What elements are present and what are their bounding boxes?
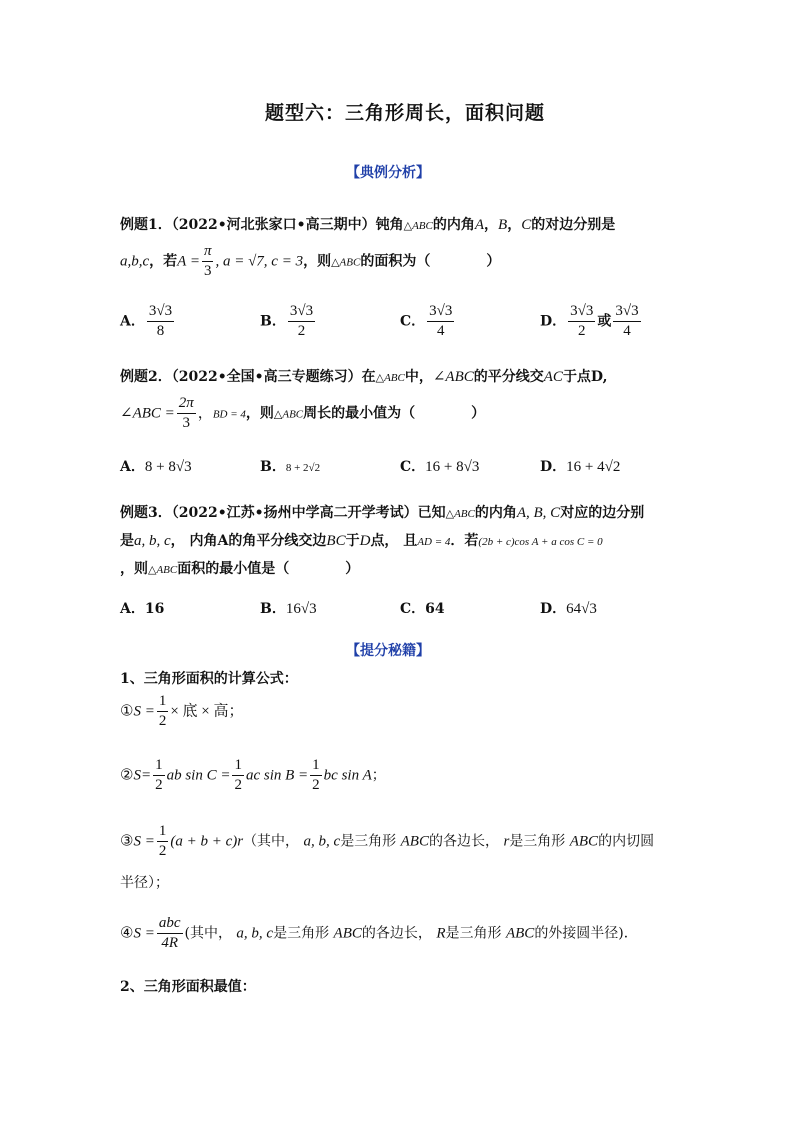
text: 的各边长，	[428, 833, 499, 850]
text: 周长的最小值为（ ）	[303, 405, 486, 422]
formula-3-line-2: 半径）；	[120, 875, 169, 891]
option-label: C．	[400, 459, 426, 475]
option-label: B．	[260, 313, 286, 330]
s-eq: S =	[133, 833, 155, 850]
fraction-2pi-3	[177, 396, 196, 431]
text: （其中，	[243, 833, 300, 850]
numerator: 3√3	[288, 304, 315, 322]
denominator: 2	[158, 713, 167, 729]
triangle-abc: ABC	[400, 833, 429, 850]
numerator: 1	[232, 758, 244, 776]
example-1-option-c[interactable]	[400, 304, 456, 339]
example-3-option-a[interactable]	[120, 598, 164, 618]
example-2-line-1	[120, 366, 607, 386]
triangle-abc: △ABC	[148, 564, 178, 576]
page-title: 题型六：三角形周长，面积问题	[265, 102, 546, 124]
denominator: 2	[578, 323, 586, 339]
option-value: 64√3	[566, 601, 597, 617]
denominator: 2	[312, 777, 320, 793]
section-heading-examples: 【典例分析】	[346, 165, 430, 181]
text: 对应的边分别	[560, 505, 645, 521]
text: ， 内角A的角平分线交边	[170, 533, 327, 549]
formula-3	[120, 824, 654, 859]
example-2-option-c[interactable]	[400, 456, 479, 476]
text: (其中，	[184, 925, 232, 942]
option-label: A．	[120, 313, 145, 330]
triangle-abc: △ABC	[375, 372, 405, 384]
s-eq: S=	[133, 767, 152, 784]
angle-abc: ∠ABC	[432, 369, 474, 385]
example-3-option-d[interactable]	[540, 598, 597, 618]
option-value: 16	[144, 601, 165, 617]
triangle-abc: △ABC	[445, 508, 475, 520]
text: 的内角	[474, 505, 517, 521]
var-abc: a, b, c	[134, 533, 171, 549]
fraction	[427, 304, 454, 339]
numerator: 1	[157, 694, 169, 712]
fraction-1-2	[310, 758, 322, 793]
numerator: 1	[310, 758, 322, 776]
denominator: 2	[158, 843, 167, 859]
ad-length: AD = 4	[417, 536, 451, 548]
formula-expr: (a + b + c)r	[170, 833, 244, 850]
option-label: D．	[540, 459, 567, 475]
triangle-abc: ABC	[569, 833, 599, 850]
triangle-abc: ABC	[333, 925, 362, 942]
example-2-option-d[interactable]	[540, 456, 620, 476]
formula-rest: × 底 × 高；	[170, 703, 244, 720]
option-label: C．	[400, 601, 426, 617]
text: 是	[120, 533, 134, 549]
text: 中，	[404, 369, 433, 385]
triangle-abc: △ABC	[331, 256, 361, 269]
denominator: 2	[234, 777, 242, 793]
side-bc: BC	[326, 533, 346, 549]
denominator: 4	[623, 323, 631, 339]
var-r: r	[503, 833, 510, 850]
triangle-abc: ABC	[505, 925, 535, 942]
option-label: D．	[540, 313, 567, 330]
text: ，若	[149, 253, 178, 270]
fraction	[568, 304, 595, 339]
var-a: A	[474, 217, 485, 233]
bd-length: BD = 4	[212, 408, 246, 421]
text: 的各边长，	[361, 925, 432, 942]
example-1-prefix: 例题1．（2022•河北张家口•高三期中）钝角	[120, 217, 404, 233]
option-value: 16√3	[285, 601, 317, 617]
term-1: ab sin C =	[166, 767, 231, 784]
text: ．若	[450, 533, 479, 549]
var-abc: a, b, c	[303, 833, 341, 850]
numerator: 3√3	[568, 304, 595, 322]
point-d: D	[359, 533, 371, 549]
formula-4	[120, 916, 638, 951]
section-heading-tips: 【提分秘籍】	[346, 643, 430, 659]
numerator: 3√3	[427, 304, 454, 322]
var-b: B	[498, 217, 508, 233]
circled-number: ②	[120, 765, 134, 784]
example-2-line-2: ∠ABC = $\frac{2\pi}{3}$ ，BD = 4，则△ABC周长的最小值为（ ）	[120, 395, 486, 431]
text: 是三角形	[340, 833, 397, 850]
option-value: 64	[425, 601, 445, 617]
example-2-option-b[interactable]	[260, 456, 320, 476]
text: 的对边分别是	[531, 217, 616, 233]
fraction-pi-3	[202, 244, 214, 279]
fraction-1-2	[157, 824, 169, 859]
var-c: C	[521, 217, 532, 233]
denominator: 4	[437, 323, 445, 339]
fraction-abc-4r	[157, 916, 183, 951]
text: 的内角	[432, 217, 475, 233]
fraction	[288, 304, 315, 339]
text: 是三角形	[509, 833, 566, 850]
fraction-1-2	[232, 758, 244, 793]
text: 面积的最小值是（ ）	[177, 561, 360, 577]
numerator: 3√3	[613, 304, 640, 322]
conditions: , a = √7, c = 3	[215, 253, 304, 270]
text: ，	[507, 217, 522, 233]
numerator: 3√3	[147, 304, 174, 322]
tips-heading-1: 1、三角形面积的计算公式：	[120, 671, 298, 687]
example-1-line-2	[120, 244, 500, 279]
circled-number: ③	[120, 831, 134, 850]
option-value: 16 + 8√3	[425, 459, 480, 475]
numerator: π	[202, 244, 214, 262]
fraction	[147, 304, 174, 339]
example-3-option-c[interactable]	[400, 598, 445, 618]
fraction-1-2	[157, 694, 169, 729]
text: ，则	[120, 561, 148, 577]
example-1-option-a[interactable]	[120, 304, 176, 339]
option-value: 8 + 2√2	[285, 462, 321, 474]
example-2-prefix: 例题2．（2022•全国•高三专题练习）在	[120, 369, 376, 385]
fraction	[613, 304, 640, 339]
text: 于	[345, 533, 360, 549]
option-value: 8 + 8√3	[144, 459, 192, 475]
text: ；	[371, 767, 386, 784]
denominator: 8	[156, 323, 165, 339]
text: ，	[484, 217, 499, 233]
term-2: ac sin B =	[245, 767, 309, 784]
circled-number: ④	[120, 923, 134, 942]
equation: (2b + c)cos A + a cos C = 0	[478, 536, 603, 548]
tips-heading-2: 2、三角形面积最值：	[120, 979, 256, 995]
example-2-option-a[interactable]	[120, 456, 192, 476]
text: 于点D,	[562, 369, 608, 385]
numerator: abc	[157, 916, 183, 934]
fraction-1-2	[153, 758, 165, 793]
text: 是三角形	[273, 925, 330, 942]
formula-2	[120, 758, 386, 793]
text: 的外接圆半径)．	[534, 925, 638, 942]
term-3: bc sin A	[323, 767, 372, 784]
text: 的面积为（ ）	[360, 253, 501, 270]
s-eq: S =	[133, 703, 155, 720]
triangle-abc: △ABC	[273, 408, 304, 421]
example-3-line-2	[120, 530, 603, 550]
denominator: 3	[203, 263, 212, 279]
denominator: 4R	[161, 935, 178, 951]
numerator: 2π	[177, 396, 196, 414]
text: ，则	[303, 253, 332, 270]
option-label: A．	[120, 459, 145, 475]
s-eq: S =	[133, 925, 155, 942]
angles-abc: A, B, C	[516, 505, 561, 521]
option-label: A．	[120, 601, 145, 617]
denominator: 2	[297, 323, 306, 339]
option-label: B．	[260, 601, 286, 617]
example-1-line-1	[120, 214, 615, 234]
option-label: B．	[260, 459, 286, 475]
cond-a: A =	[177, 253, 200, 270]
denominator: 2	[155, 777, 163, 793]
option-value: 16 + 4√2	[566, 459, 621, 475]
denominator: 3	[182, 415, 191, 431]
example-3-prefix: 例题3．（2022•江苏•扬州中学高二开学考试）已知	[120, 505, 446, 521]
or-text: 或	[597, 313, 612, 330]
text: 点， 且	[370, 533, 418, 549]
text: 是三角形	[445, 925, 502, 942]
text: 的内切圆	[598, 833, 655, 850]
formula-1	[120, 694, 244, 729]
triangle-abc: △ABC	[403, 220, 433, 232]
text: 的平分线交	[473, 369, 544, 385]
circled-number: ①	[120, 701, 134, 720]
option-label: C．	[400, 313, 426, 330]
var-abc: a, b, c	[236, 925, 274, 942]
text: ，则	[245, 405, 274, 422]
example-3-line-1	[120, 502, 644, 522]
var-r: R	[436, 925, 446, 942]
example-1-option-b[interactable]	[260, 304, 317, 339]
numerator: 1	[157, 824, 169, 842]
side-ac: AC	[543, 369, 563, 385]
example-3-option-b[interactable]	[260, 598, 317, 618]
example-1-option-d[interactable]	[540, 304, 643, 339]
example-3-line-3	[120, 558, 359, 578]
var-abc: a,b,c	[120, 253, 150, 270]
angle-eq: ∠ABC =	[120, 405, 175, 422]
option-label: D．	[540, 601, 567, 617]
numerator: 1	[153, 758, 165, 776]
